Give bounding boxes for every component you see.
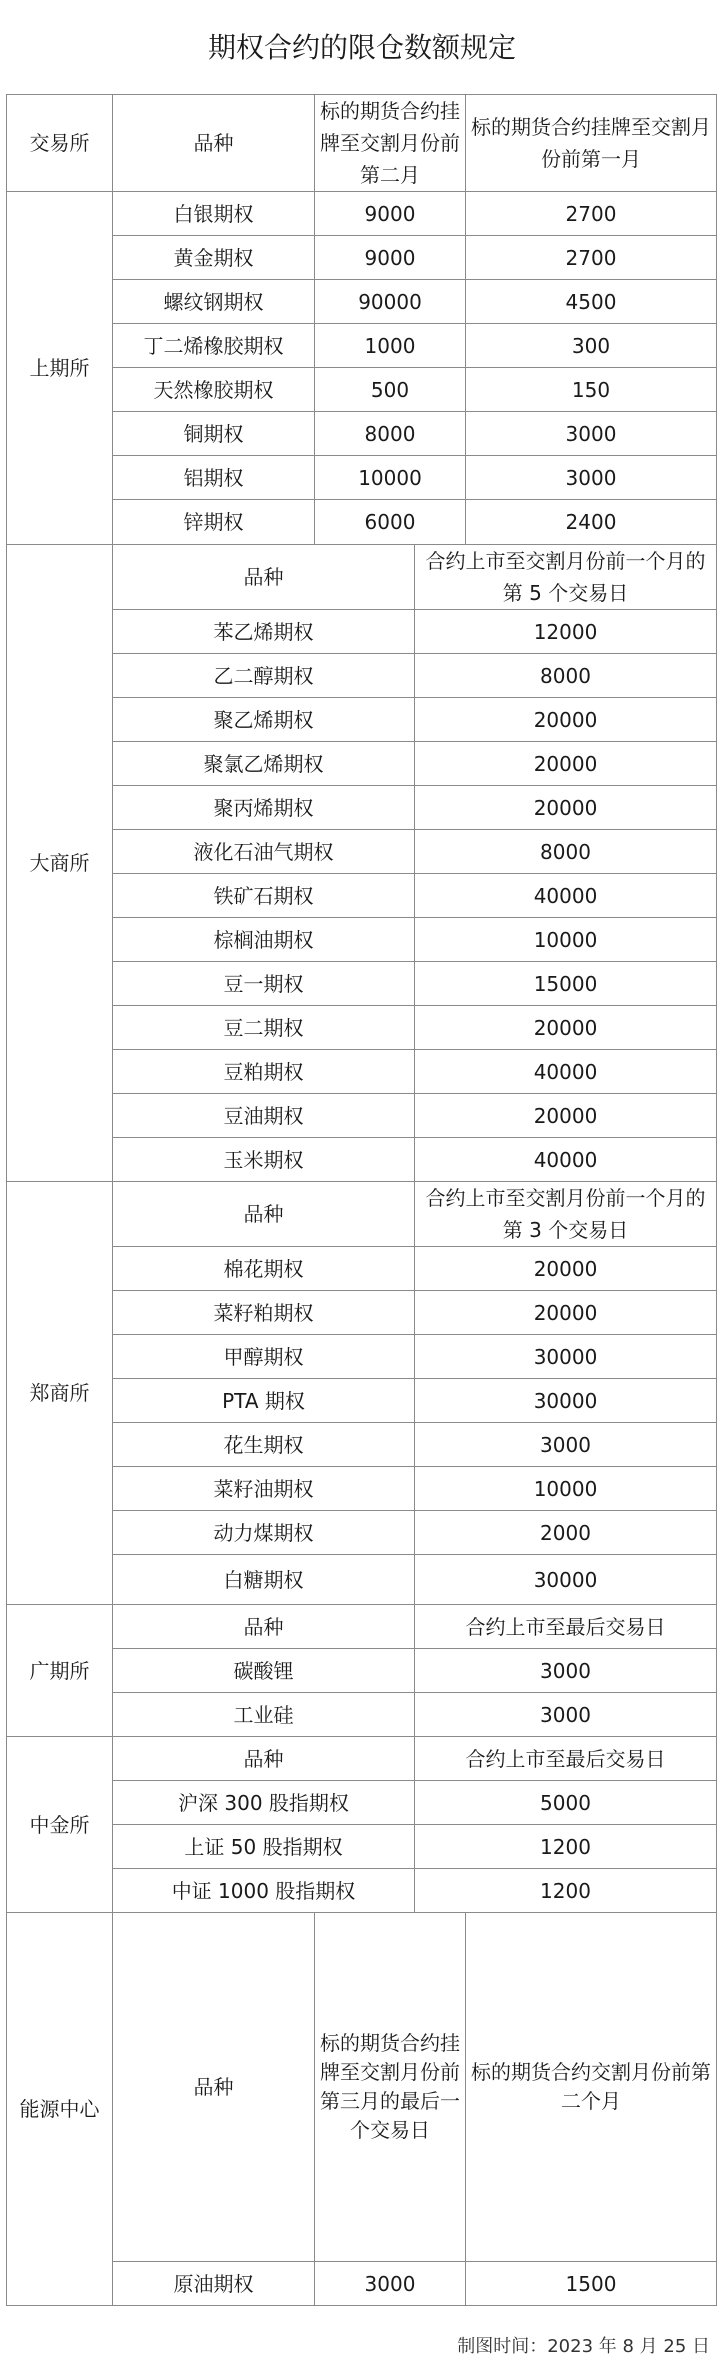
table-row	[7, 1247, 717, 1291]
table-row	[7, 918, 717, 962]
limit-value: 150	[466, 368, 717, 412]
limit-value: 8000	[315, 412, 466, 456]
limit-value: 4500	[466, 280, 717, 324]
variety-name: 聚乙烯期权	[113, 698, 415, 742]
variety-header: 品种	[113, 1605, 415, 1649]
variety-name: 锌期权	[113, 500, 315, 545]
limit-value: 3000	[466, 456, 717, 500]
limit-value: 1200	[415, 1869, 717, 1913]
limit-value: 10000	[415, 918, 717, 962]
limit-value: 500	[315, 368, 466, 412]
limit-value: 20000	[415, 1094, 717, 1138]
limit-value: 10000	[415, 1467, 717, 1511]
table-row	[7, 1379, 717, 1423]
header-second-month: 标的期货合约交割月份前第二个月	[466, 1913, 717, 2262]
limit-header: 合约上市至交割月份前一个月的第 5 个交易日	[415, 545, 717, 610]
variety-name: 铝期权	[113, 456, 315, 500]
limit-value: 5000	[415, 1781, 717, 1825]
header-first-month: 标的期货合约挂牌至交割月份前第一月	[466, 95, 717, 192]
variety-name: PTA 期权	[113, 1379, 415, 1423]
variety-name: 豆一期权	[113, 962, 415, 1006]
limit-value: 3000	[415, 1693, 717, 1737]
exchange-name: 郑商所	[7, 1182, 113, 1605]
limit-value: 12000	[415, 610, 717, 654]
table-row	[7, 1050, 717, 1094]
table-row	[7, 95, 717, 192]
variety-name: 菜籽油期权	[113, 1467, 415, 1511]
variety-name: 白糖期权	[113, 1555, 415, 1605]
variety-name: 沪深 300 股指期权	[113, 1781, 415, 1825]
header-second-month: 标的期货合约挂牌至交割月份前第二月	[315, 95, 466, 192]
variety-name: 黄金期权	[113, 236, 315, 280]
variety-header: 品种	[113, 545, 415, 610]
table-row	[7, 500, 717, 545]
table-row	[7, 1291, 717, 1335]
table-row	[7, 545, 717, 610]
variety-name: 花生期权	[113, 1423, 415, 1467]
variety-name: 原油期权	[113, 2262, 315, 2306]
limit-value: 8000	[415, 654, 717, 698]
variety-name: 聚丙烯期权	[113, 786, 415, 830]
footer-note: 制图时间：2023 年 8 月 25 日	[457, 2336, 710, 2357]
variety-name: 中证 1000 股指期权	[113, 1869, 415, 1913]
limit-value: 30000	[415, 1335, 717, 1379]
table-row	[7, 1869, 717, 1913]
table-row	[7, 874, 717, 918]
table-row	[7, 1913, 717, 2262]
table-row	[7, 1781, 717, 1825]
limit-value: 9000	[315, 192, 466, 236]
limit-value: 300	[466, 324, 717, 368]
variety-name: 豆油期权	[113, 1094, 415, 1138]
variety-name: 铜期权	[113, 412, 315, 456]
limit-value: 40000	[415, 874, 717, 918]
variety-name: 动力煤期权	[113, 1511, 415, 1555]
variety-name: 豆粕期权	[113, 1050, 415, 1094]
variety-name: 丁二烯橡胶期权	[113, 324, 315, 368]
table-row	[7, 1467, 717, 1511]
limit-header: 合约上市至最后交易日	[415, 1605, 717, 1649]
limit-value: 1000	[315, 324, 466, 368]
variety-name: 铁矿石期权	[113, 874, 415, 918]
table-row	[7, 2262, 717, 2306]
limit-value: 2000	[415, 1511, 717, 1555]
exchange-name: 中金所	[7, 1737, 113, 1913]
exchange-name: 广期所	[7, 1605, 113, 1737]
variety-name: 豆二期权	[113, 1006, 415, 1050]
table-row	[7, 412, 717, 456]
variety-header: 品种	[113, 1182, 415, 1247]
exchange-name: 上期所	[7, 192, 113, 545]
variety-name: 棕榈油期权	[113, 918, 415, 962]
table-row	[7, 654, 717, 698]
limit-value: 2700	[466, 192, 717, 236]
variety-name: 棉花期权	[113, 1247, 415, 1291]
table-row	[7, 1423, 717, 1467]
table-row	[7, 1825, 717, 1869]
table-row	[7, 236, 717, 280]
variety-name: 菜籽粕期权	[113, 1291, 415, 1335]
table-row	[7, 1737, 717, 1781]
table-row	[7, 1555, 717, 1605]
table-row	[7, 786, 717, 830]
limit-value: 10000	[315, 456, 466, 500]
table-row	[7, 698, 717, 742]
limit-value: 20000	[415, 742, 717, 786]
table-row	[7, 1094, 717, 1138]
limit-value: 3000	[415, 1423, 717, 1467]
variety-header: 品种	[113, 1913, 315, 2262]
limit-value: 6000	[315, 500, 466, 545]
header-third-month: 标的期货合约挂牌至交割月份前第三月的最后一个交易日	[315, 1913, 466, 2262]
limit-value: 20000	[415, 1247, 717, 1291]
table-row	[7, 1182, 717, 1247]
limit-value: 1200	[415, 1825, 717, 1869]
variety-name: 苯乙烯期权	[113, 610, 415, 654]
limit-value: 15000	[415, 962, 717, 1006]
table-row	[7, 1649, 717, 1693]
limit-value: 40000	[415, 1050, 717, 1094]
limit-value: 90000	[315, 280, 466, 324]
variety-name: 上证 50 股指期权	[113, 1825, 415, 1869]
table-row	[7, 1335, 717, 1379]
variety-name: 工业硅	[113, 1693, 415, 1737]
table-row	[7, 1138, 717, 1182]
variety-name: 乙二醇期权	[113, 654, 415, 698]
table-row	[7, 192, 717, 236]
exchange-name: 大商所	[7, 545, 113, 1182]
table-row	[7, 456, 717, 500]
limit-value: 30000	[415, 1555, 717, 1605]
limit-value: 30000	[415, 1379, 717, 1423]
page-title: 期权合约的限仓数额规定	[207, 31, 516, 64]
variety-name: 甲醇期权	[113, 1335, 415, 1379]
variety-header: 品种	[113, 1737, 415, 1781]
limit-value: 1500	[466, 2262, 717, 2306]
table-row	[7, 1693, 717, 1737]
header-exchange: 交易所	[7, 95, 113, 192]
limit-value: 40000	[415, 1138, 717, 1182]
table-row	[7, 280, 717, 324]
variety-name: 液化石油气期权	[113, 830, 415, 874]
variety-name: 螺纹钢期权	[113, 280, 315, 324]
table-row	[7, 1006, 717, 1050]
limit-value: 2700	[466, 236, 717, 280]
variety-name: 玉米期权	[113, 1138, 415, 1182]
table-row	[7, 1511, 717, 1555]
limit-header: 合约上市至交割月份前一个月的第 3 个交易日	[415, 1182, 717, 1247]
limit-value: 20000	[415, 786, 717, 830]
variety-name: 白银期权	[113, 192, 315, 236]
variety-name: 天然橡胶期权	[113, 368, 315, 412]
limit-value: 3000	[466, 412, 717, 456]
position-limit-table	[6, 94, 717, 2306]
table-row	[7, 1605, 717, 1649]
limit-value: 20000	[415, 1291, 717, 1335]
variety-name: 碳酸锂	[113, 1649, 415, 1693]
limit-value: 9000	[315, 236, 466, 280]
limit-value: 20000	[415, 698, 717, 742]
table-row	[7, 610, 717, 654]
limit-value: 20000	[415, 1006, 717, 1050]
table-row	[7, 368, 717, 412]
limit-header: 合约上市至最后交易日	[415, 1737, 717, 1781]
table-row	[7, 324, 717, 368]
variety-name: 聚氯乙烯期权	[113, 742, 415, 786]
limit-value: 2400	[466, 500, 717, 545]
table-row	[7, 742, 717, 786]
limit-value: 8000	[415, 830, 717, 874]
exchange-name: 能源中心	[7, 1913, 113, 2306]
limit-value: 3000	[415, 1649, 717, 1693]
table-row	[7, 830, 717, 874]
header-variety: 品种	[113, 95, 315, 192]
table-row	[7, 962, 717, 1006]
limit-value: 3000	[315, 2262, 466, 2306]
